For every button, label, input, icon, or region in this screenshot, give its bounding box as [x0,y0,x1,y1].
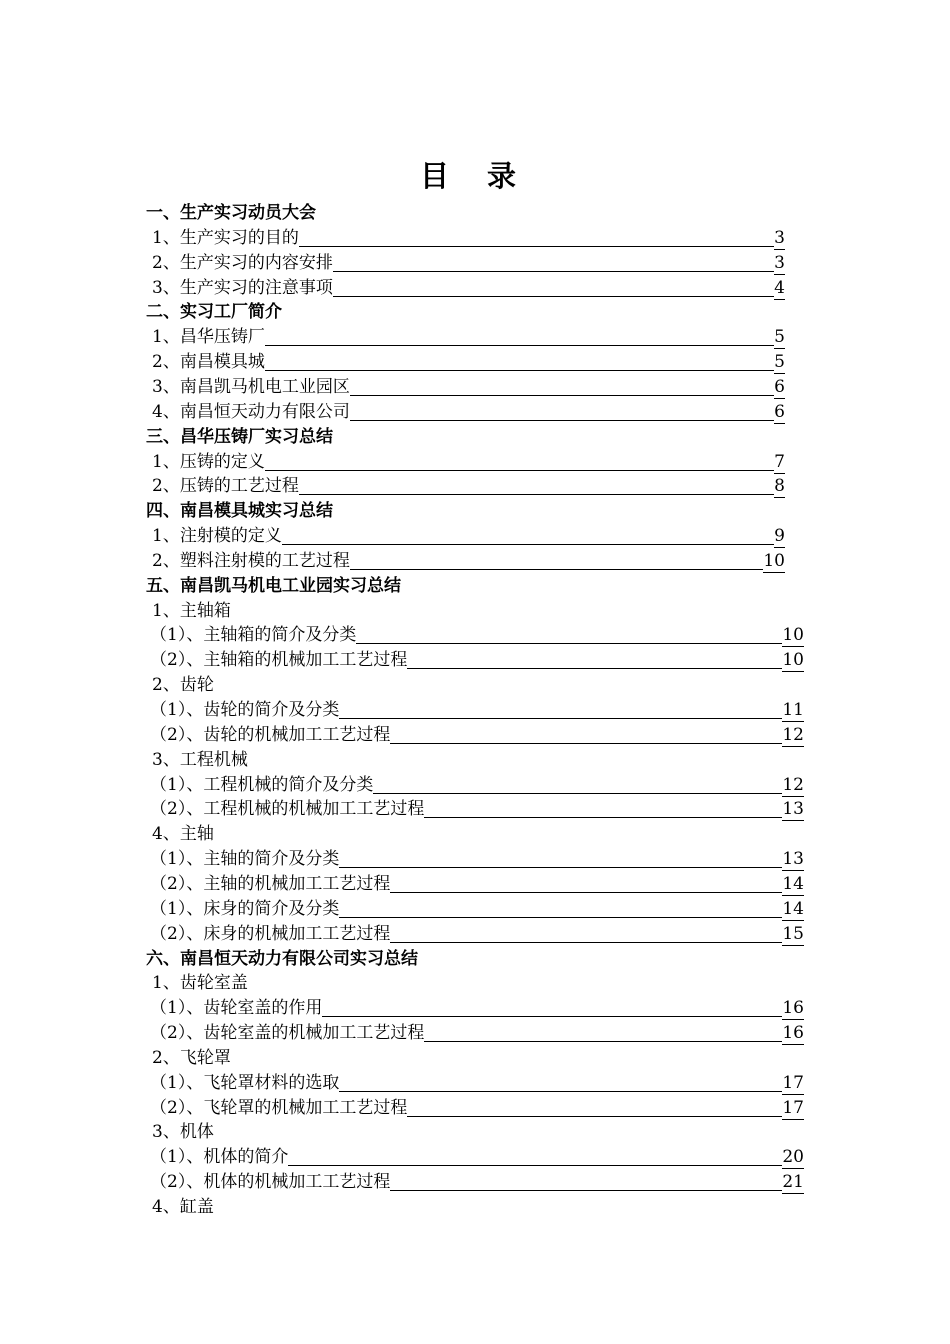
toc-entry-text: （1）、飞轮罩材料的选取 [150,1072,340,1093]
toc-entry[interactable] [150,1145,804,1169]
toc-subheading: 4、主轴 [152,824,214,845]
toc-leader-line [288,1165,782,1166]
toc-entry[interactable] [152,226,785,250]
toc-entry[interactable] [150,623,804,647]
toc-page-number: 14 [782,898,804,919]
toc-entry[interactable] [150,922,804,946]
toc-entry-text: 3、南昌凯马机电工业园区 [152,376,350,397]
toc-entry-text: 1、压铸的定义 [152,451,265,472]
toc-entry-text: 2、生产实习的内容安排 [152,252,333,273]
toc-entry[interactable] [152,276,785,300]
toc-leader-line [407,1116,782,1117]
toc-section-heading: 四、南昌模具城实习总结 [146,501,333,522]
toc-leader-line [339,1091,782,1092]
toc-page-number: 5 [774,327,785,348]
toc-page-number: 17 [782,1097,804,1118]
toc-page-number: 21 [782,1172,804,1193]
toc-page-number: 3 [774,227,785,248]
toc-entry-text: 2、压铸的工艺过程 [152,476,299,497]
toc-page-number: 5 [774,352,785,373]
toc-entry[interactable] [150,897,804,921]
toc-page-number: 3 [774,252,785,273]
toc-leader-line [265,370,774,371]
toc-entry[interactable] [150,1096,804,1120]
toc-page-number: 16 [782,1023,804,1044]
toc-entry-text: 1、生产实习的目的 [152,227,299,248]
toc-leader-line [299,494,774,495]
toc-entry[interactable] [150,1071,804,1095]
toc-subheading: 3、工程机械 [152,749,248,770]
toc-entry[interactable] [150,872,804,896]
toc-entry-text: （2）、飞轮罩的机械加工工艺过程 [150,1097,408,1118]
toc-entry[interactable] [150,1021,804,1045]
toc-entry-text: 1、注射模的定义 [152,526,282,547]
toc-subheading: 2、齿轮 [152,675,214,696]
toc-entry[interactable] [152,251,785,275]
toc-entry[interactable] [152,549,785,573]
toc-leader-line [390,942,782,943]
toc-leader-line [390,743,782,744]
toc-entry[interactable] [152,524,785,548]
toc-entry-text: （1）、主轴箱的简介及分类 [150,625,357,646]
toc-entry-text: （2）、主轴的机械加工工艺过程 [150,873,391,894]
toc-leader-line [424,817,782,818]
toc-page-number: 12 [782,724,804,745]
toc-leader-line [356,643,782,644]
toc-entry-text: 4、南昌恒天动力有限公司 [152,401,350,422]
toc-section-heading: 六、南昌恒天动力有限公司实习总结 [146,948,418,969]
toc-leader-line [407,668,782,669]
toc-subheading: 4、缸盖 [152,1197,214,1217]
toc-subheading: 3、机体 [152,1122,214,1143]
toc-leader-line [333,271,774,272]
toc-entry[interactable] [152,474,785,498]
toc-section-heading: 三、昌华压铸厂实习总结 [146,426,333,447]
toc-leader-line [322,1016,782,1017]
toc-entry-text: （2）、机体的机械加工工艺过程 [150,1172,391,1193]
toc-page-number: 6 [774,376,785,397]
toc-page-number: 6 [774,401,785,422]
toc-leader-line [265,470,774,471]
toc-leader-line [350,395,774,396]
toc-entry[interactable] [150,847,804,871]
toc-page-number: 11 [782,700,804,720]
toc-entry-text: 3、生产实习的注意事项 [152,277,333,298]
page-title: 目 录 [419,159,531,193]
toc-entry[interactable] [150,698,804,722]
toc-leader-line [350,569,764,570]
toc-leader-line [390,892,782,893]
toc-entry-text: 2、塑料注射模的工艺过程 [152,550,350,571]
toc-entry[interactable] [152,350,785,374]
toc-entry[interactable] [150,1170,804,1194]
toc-leader-line [299,246,774,247]
toc-leader-line [339,718,782,719]
toc-page-number: 12 [782,774,804,795]
toc-entry[interactable] [150,996,804,1020]
toc-subheading: 1、主轴箱 [152,600,231,621]
toc-entry-text: （1）、齿轮室盖的作用 [150,998,323,1019]
toc-leader-line [265,345,774,346]
toc-entry-text: 1、昌华压铸厂 [152,327,265,348]
toc-entry[interactable] [152,400,785,424]
toc-leader-line [350,420,774,421]
toc-entry-text: （1）、齿轮的简介及分类 [150,700,340,720]
toc-page-number: 10 [763,550,785,571]
toc-entry[interactable] [150,797,804,821]
toc-entry-text: （1）、主轴的简介及分类 [150,849,340,870]
toc-leader-line [424,1041,782,1042]
toc-leader-line [339,867,782,868]
toc-page-number: 8 [774,476,785,497]
toc-subheading: 2、飞轮罩 [152,1047,231,1068]
toc-subheading: 1、齿轮室盖 [152,973,248,994]
toc-page-number: 16 [782,998,804,1019]
toc-page-number: 15 [782,923,804,944]
toc-section-heading: 五、南昌凯马机电工业园实习总结 [146,575,401,596]
toc-entry-text: （2）、齿轮室盖的机械加工工艺过程 [150,1023,425,1044]
toc-entry-text: （2）、主轴箱的机械加工工艺过程 [150,650,408,671]
toc-page-number: 13 [782,799,804,820]
toc-leader-line [373,793,782,794]
toc-leader-line [282,544,774,545]
toc-entry-text: （2）、床身的机械加工工艺过程 [150,923,391,944]
toc-entry[interactable] [152,325,785,349]
toc-page-number: 17 [782,1072,804,1093]
toc-entry-text: （1）、床身的简介及分类 [150,898,340,919]
toc-entry[interactable] [150,648,804,672]
toc-section-heading: 二、实习工厂简介 [146,302,282,323]
toc-entry-text: 2、南昌模具城 [152,352,265,373]
toc-section-heading: 一、生产实习动员大会 [146,203,316,223]
toc-page-number: 20 [782,1147,804,1168]
toc-entry-text: （2）、工程机械的机械加工工艺过程 [150,799,425,820]
toc-entry[interactable] [150,723,804,747]
toc-page-number: 10 [782,625,804,646]
toc-entry[interactable] [152,375,785,399]
toc-page-number: 13 [782,849,804,870]
toc-page-number: 7 [774,451,785,472]
toc-leader-line [390,1190,782,1191]
toc-page-number: 14 [782,873,804,894]
toc-leader-line [339,917,782,918]
toc-entry-text: （1）、机体的简介 [150,1147,289,1168]
toc-page-number: 10 [782,650,804,671]
toc-leader-line [333,296,774,297]
toc-entry[interactable] [150,773,804,797]
toc-entry[interactable] [152,450,785,474]
toc-entry-text: （1）、工程机械的简介及分类 [150,774,374,795]
toc-page-number: 9 [774,526,785,547]
toc-page-number: 4 [774,277,785,298]
toc-entry-text: （2）、齿轮的机械加工工艺过程 [150,724,391,745]
